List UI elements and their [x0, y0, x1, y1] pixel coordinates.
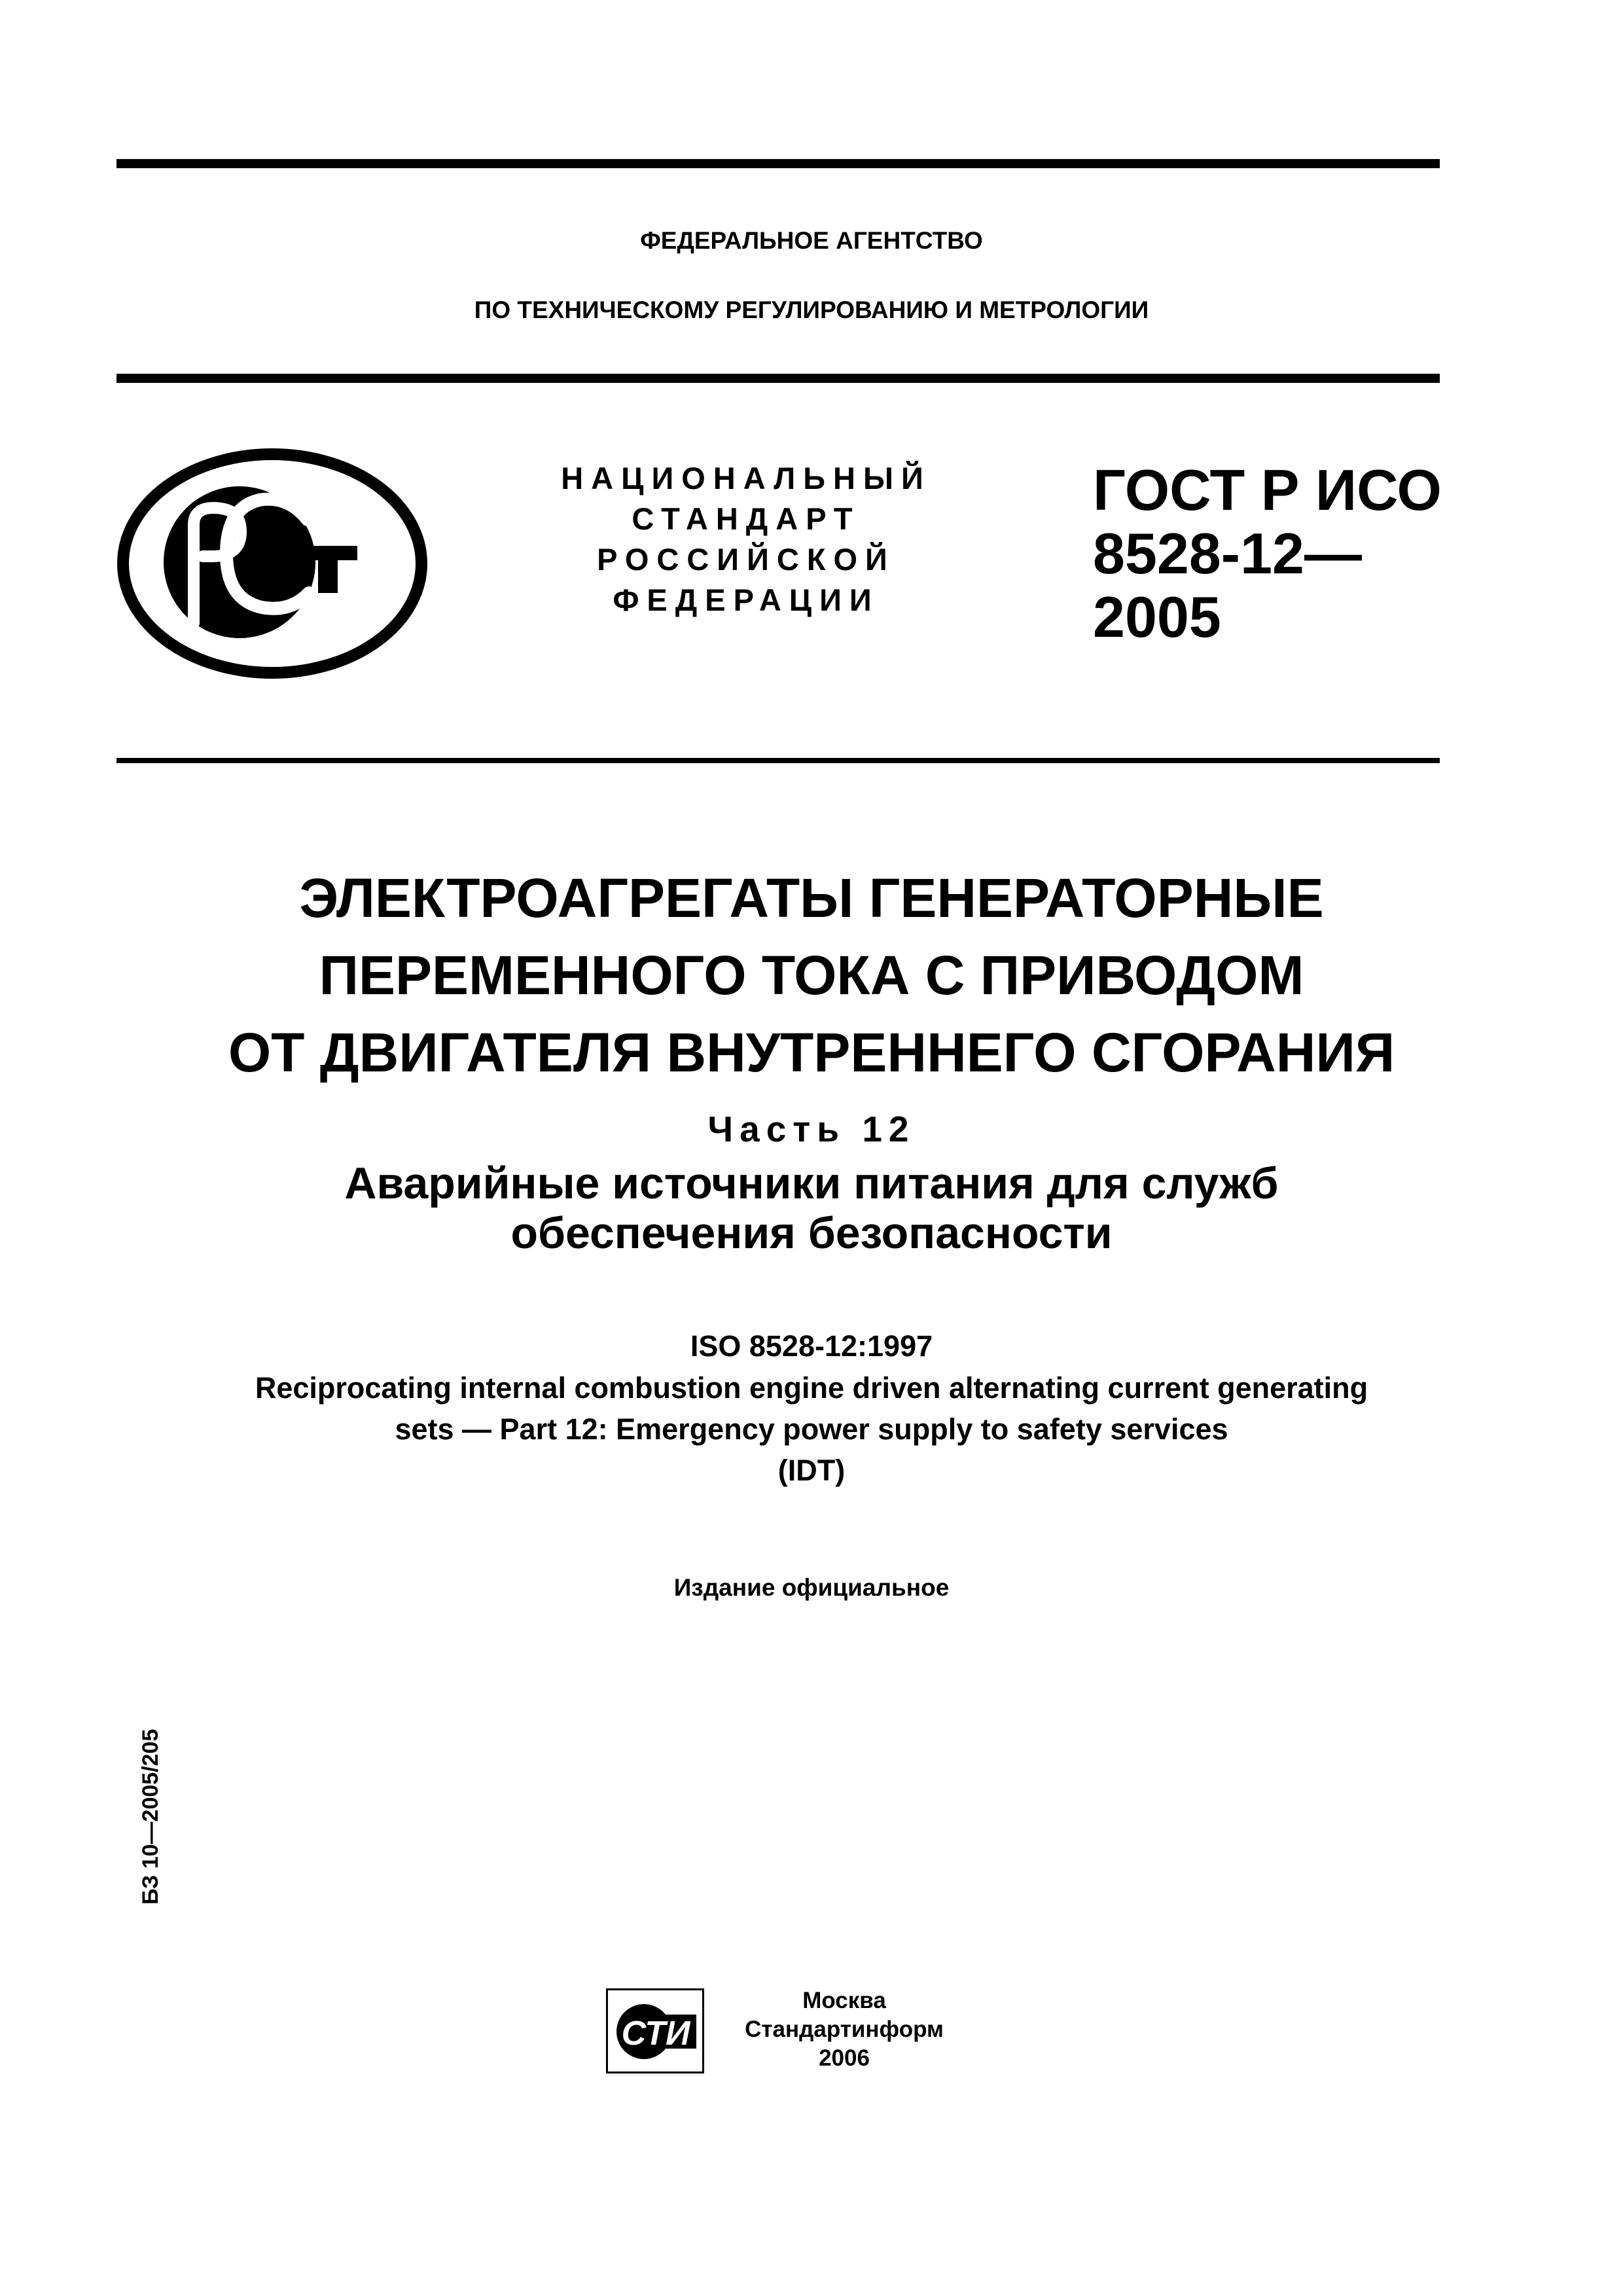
- iso-title-line-2: sets — Part 12: Emergency power supply to safety services: [395, 1412, 1228, 1446]
- standard-type-block: [510, 458, 982, 620]
- iso-title-line-1: Reciprocating internal combustion engine driven alternating current generating: [255, 1371, 1368, 1405]
- edition-note: Издание официальное: [673, 1574, 950, 1601]
- standard-type-line-2: СТАНДАРТ: [632, 501, 861, 536]
- side-code-text: БЗ 10—2005/205: [138, 1729, 163, 1905]
- title-line-1: ЭЛЕКТРОАГРЕГАТЫ ГЕНЕРАТОРНЫЕ: [299, 867, 1324, 929]
- agency-line-1: ФЕДЕРАЛЬНОЕ АГЕНТСТВО: [640, 227, 983, 254]
- publisher-name: Стандартинформ: [745, 2017, 944, 2042]
- designation-line-3: 2005: [1093, 584, 1221, 649]
- iso-number: ISO 8528-12:1997: [690, 1329, 933, 1363]
- agency-line-2: ПО ТЕХНИЧЕСКОМУ РЕГУЛИРОВАНИЮ И МЕТРОЛОГИИ: [474, 296, 1149, 323]
- publisher-block: [720, 1986, 969, 2073]
- header-bottom-rule: [116, 374, 1440, 383]
- gost-certification-logo: [116, 448, 428, 679]
- designation-line-2: 8528-12—: [1093, 521, 1362, 586]
- designation-bottom-rule: [116, 758, 1440, 763]
- standard-designation: [1093, 458, 1459, 649]
- standard-type-line-3: РОССИЙСКОЙ: [597, 542, 895, 577]
- top-rule: [116, 159, 1440, 168]
- publisher-city: Москва: [802, 1988, 886, 2013]
- part-subtitle-line-1: Аварийные источники питания для служб: [344, 1158, 1279, 1208]
- title-line-2: ПЕРЕМЕННОГО ТОКА С ПРИВОДОМ: [319, 944, 1304, 1006]
- designation-line-1: ГОСТ Р ИСО: [1093, 457, 1442, 522]
- part-label: Часть 12: [707, 1109, 916, 1149]
- svg-text:СТИ: СТИ: [621, 2015, 690, 2053]
- standard-type-line-1: НАЦИОНАЛЬНЫЙ: [561, 461, 931, 495]
- standartinform-logo: [606, 1988, 704, 2073]
- publisher-year: 2006: [819, 2045, 870, 2071]
- part-subtitle-line-2: обеспечения безопасности: [510, 1208, 1113, 1258]
- title-line-3: ОТ ДВИГАТЕЛЯ ВНУТРЕННЕГО СГОРАНИЯ: [228, 1022, 1395, 1083]
- iso-idt: (IDT): [777, 1454, 846, 1487]
- standard-type-line-4: ФЕДЕРАЦИИ: [613, 583, 880, 617]
